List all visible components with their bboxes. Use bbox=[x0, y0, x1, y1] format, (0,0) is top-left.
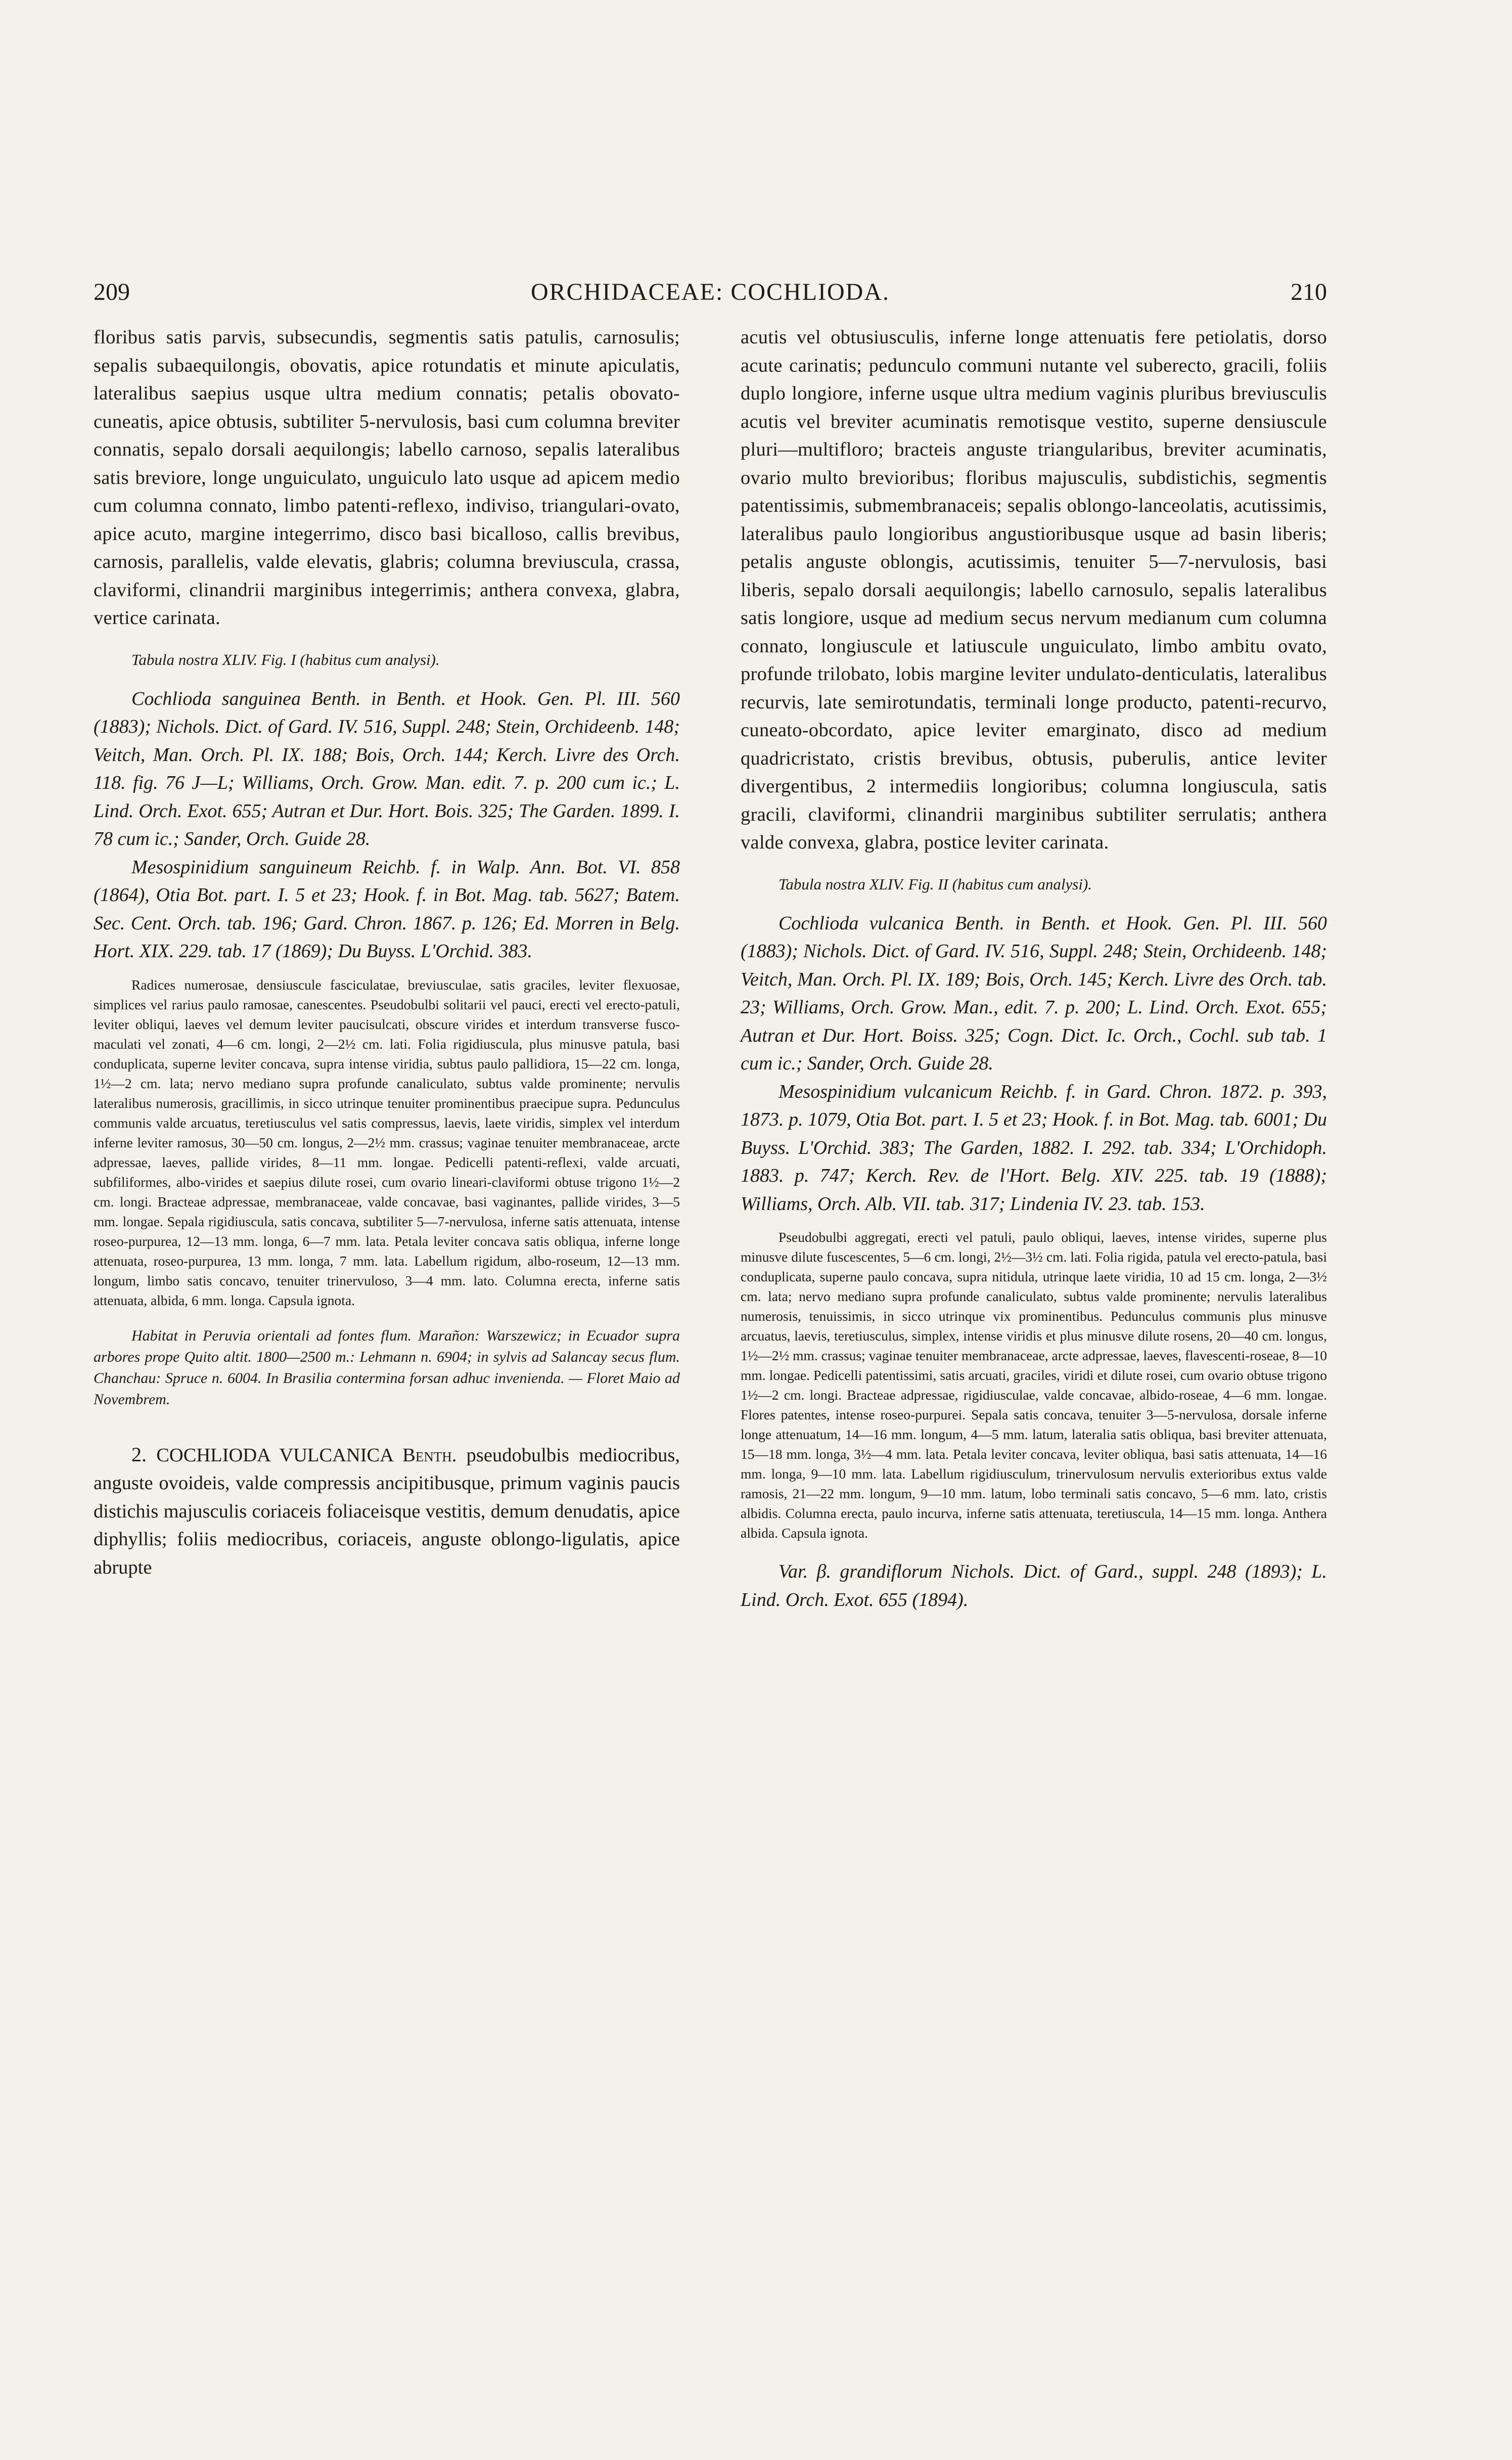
variety-paragraph: Var. β. grandiflorum Nichols. Dict. of Gard., suppl. 248 (1893); L. Lind. Orch. Exot. 655 (1894). bbox=[741, 1561, 1327, 1611]
page-number-left: 209 bbox=[94, 279, 130, 305]
species-heading bbox=[94, 1441, 680, 1582]
species-description-start: pseudobulbis mediocribus, anguste ovoideis, valde compressis ancipitibusque, primum vaginis paucis distichis majusculis coriaceis foliaceisque vestitis, demum denudatis, apice diphyllis; foliis mediocribus, coriaceis, anguste oblongo-ligulatis, apice abrupte bbox=[94, 1444, 680, 1578]
species-number: 2. bbox=[131, 1443, 147, 1466]
left-column bbox=[94, 324, 680, 1582]
habitat-paragraph: Habitat in Peruvia orientali ad fontes flum. Marañon: Warszewicz; in Ecuador supra arbores prope Quito altit. 1800—2500 m.: Lehmann n. 6904; in sylvis ad Salancay secus flum. Chanchau: Spruce n. 6004. In Brasilia contermina forsan adhuc invenienda. — Floret Maio ad Novembrem. bbox=[94, 1327, 680, 1408]
synonymy-references: Cochlioda vulcanica Benth. in Benth. et Hook. Gen. Pl. III. 560 (1883); Nichols. Dict. of Gard. IV. 516, Suppl. 248; Stein, Orchideenb. 148; Veitch, Man. Orch. Pl. IX. 189; Bois, Orch. 145; Kerch. Livre des Orch. tab. 23; Williams, Orch. Grow. Man., edit. 7. p. 200; L. Lind. Orch. Exot. 655; Autran et Dur. Hort. Boiss. 325; Cogn. Dict. Ic. Orch., Cochl. sub tab. 1 cum ic.; Sander, Orch. Guide 28. bbox=[741, 912, 1327, 1074]
description-continued: acutis vel obtusiusculis, inferne longe attenuatis fere petiolatis, dorso acute carinatis; pedunculo communi nutante vel suberecto, gracili, foliis duplo longiore, inferne usque ultra medium vaginis pluribus breviusculis acutis vel breviter acuminatis remotisque vestito, superne densiuscule pluri—multifloro; bracteis anguste triangularibus, breviter acuminatis, ovario multo brevioribus; floribus majusculis, subdistichis, segmentis patentissimis, submembranaceis; sepalis oblongo-lanceolatis, acutissimis, lateralibus paulo longioribus angustioribusque usque ad basin liberis; petalis anguste oblongis, acutissimis, tenuiter 5—7-nervulosis, basi liberis, sepalo dorsali aequilongis; labello carnosulo, sepalis lateralibus satis longiore, usque ad medium secus nervum medianum cum columna connato, longiuscule et latiuscule unguiculato, limbo ambitu ovato, profunde trilobato, lobis margine leviter undulato-denticulatis, lateralibus recurvis, late semirotundatis, terminali longe producto, patenti-recurvo, cuneato-obcordato, apice leviter emarginato, disco ad medium quadricristato, cristis brevibus, obtusis, puberulis, antice leviter divergentibus, 2 intermediis longioribus; columna longiuscula, satis gracili, claviformi, clinandrii marginibus subtiliter serrulatis; anthera valde convexa, glabra, postice leviter carinata. bbox=[741, 327, 1327, 853]
detailed-description: Pseudobulbi aggregati, erecti vel patuli, paulo obliqui, laeves, intense virides, superne plus minusve dilute fuscescentes, 5—6 cm. longi, 2½—3½ cm. lati. Folia rigida, patula vel erecto-patula, basi conduplicata, superne paulo concava, supra nitidula, utrinque laete viridia, 10 ad 15 cm. longa, 2—3½ cm. lata; nervo mediano supra profunde canaliculato, subtus valde prominente; nervulis lateralibus numerosis, tenuissimis, in sicco utrinque vix prominentibus. Pedunculus communis plus minusve arcuatus, laevis, teretiusculus, simplex, intense viridis et plus minusve dilute rosens, 20—40 cm. longus, 1½—2½ mm. crassus; vaginae tenuiter membranaceae, arcte adpressae, laeves, flavescenti-roseae, 8—10 mm. longae. Pedicelli patentissimi, satis arcuati, graciles, viridi et dilute rosei, cum ovario obtuse trigono 1½—2 cm. longi. Bracteae adpressae, rigidiusculae, valde concavae, albido-roseae, 4—6 mm. longae. Flores patentes, intense roseo-purpurei. Sepala satis concava, tenuiter 3—5-nervulosa, dorsale inferne longe attenuatum, 14—16 mm. longum, 4—5 mm. latum, lateralia satis obliqua, basi breviter attenuata, 15—18 mm. longa, 3½—4 mm. lata. Petala leviter concava, leviter obliqua, basi satis attenuata, 14—16 mm. longa, 9—10 mm. lata. Labellum rigidiusculum, trinervulosum nervulis exterioribus extus valde ramosis, 21—22 mm. longum, 9—10 mm. latum, lobo terminali satis concavo, 5—6 mm. lato, cristis albidis. Columna erecta, paulo incurva, inferne satis attenuata, teretiuscula, 14—15 mm. longa. Anthera albida. Capsula ignota. bbox=[741, 1229, 1327, 1541]
synonymy-references-2: Mesospinidium vulcanicum Reichb. f. in Gard. Chron. 1872. p. 393, 1873. p. 1079, Otia Bot. part. I. 5 et 23; Hook. f. in Bot. Mag. tab. 6001; Du Buyss. L'Orchid. 383; The Garden, 1882. I. 292. tab. 334; L'Orchidoph. 1883. p. 747; Kerch. Rev. de l'Hort. Belg. XIV. 225. tab. 19 (1888); Williams, Orch. Alb. VII. tab. 317; Lindenia IV. 23. tab. 153. bbox=[741, 1081, 1327, 1215]
description-paragraph: floribus satis parvis, subsecundis, segmentis satis patulis, carnosulis; sepalis subaequilongis, obovatis, apice rotundatis et minute apiculatis, lateralibus saepius usque ultra medium connatis; petalis obovato-cuneatis, apice obtusis, subtiliter 5-nervulosis, basi cum columna breviter connatis, sepalo dorsali aequilongis; labello carnoso, sepalis lateralibus satis breviore, longe unguiculato, unguiculo lato usque ad apicem medio cum columna connato, limbo patenti-reflexo, indiviso, triangulari-ovato, apice acuto, margine integerrimo, disco basi bicalloso, callis brevibus, carnosis, parallelis, valde elevatis, glabris; columna breviuscula, crassa, claviformi, clinandrii marginibus integerrimis; anthera convexa, glabra, vertice carinata. bbox=[94, 327, 680, 629]
page-header bbox=[94, 277, 1327, 307]
synonymy-references: Cochlioda sanguinea Benth. in Benth. et Hook. Gen. Pl. III. 560 (1883); Nichols. Dict. of Gard. IV. 516, Suppl. 248; Stein, Orchideenb. 148; Veitch, Man. Orch. Pl. IX. 188; Bois, Orch. 144; Kerch. Livre des Orch. 118. fig. 76 J—L; Williams, Orch. Grow. Man. edit. 7. p. 200 cum ic.; L. Lind. Orch. Exot. 655; Autran et Dur. Hort. Bois. 325; The Garden. 1899. I. 78 cum ic.; Sander, Orch. Guide 28. bbox=[94, 688, 680, 849]
running-title: ORCHIDACEAE: COCHLIODA. bbox=[531, 279, 890, 305]
plate-caption: Tabula nostra XLIV. Fig. I (habitus cum analysi). bbox=[131, 650, 440, 668]
detailed-description: Radices numerosae, densiuscule fasciculatae, breviusculae, satis graciles, leviter flexuosae, simplices vel rarius paulo ramosae, canescentes. Pseudobulbi solitarii vel pauci, erecti vel erecto-patuli, leviter obliqui, laeves vel demum leviter paucisulcati, obscure virides et interdum transverse fusco-maculati vel zonati, 4—6 cm. longi, 2—2½ cm. lati. Folia rigidiuscula, plus minusve patula, basi conduplicata, superne leviter concava, supra intense viridia, subtus paulo pallidiora, 15—22 cm. longa, 1½—2 cm. lata; nervo mediano supra profunde canaliculato, subtus valde prominente; nervulis lateralibus numerosis, gracillimis, in sicco utrinque tenuiter prominentibus praecipue supra. Pedunculus communis valde arcuatus, teretiusculus vel satis compressus, laevis, laete viridis, simplex vel interdum inferne leviter ramosus, 30—50 cm. longus, 2—2½ mm. crassus; vaginae tenuiter membranaceae, arcte adpressae, laeves, pallide virides, 8—11 mm. longae. Pedicelli patenti-reflexi, valde arcuati, subfiliformes, albo-virides et saepius dilute rosei, cum ovario lineari-claviformi obtuse trigono 1½—2 cm. longi. Bracteae adpressae, membranaceae, valde concavae, basi vaginantes, pallide virides, 3—5 mm. longae. Sepala rigidiuscula, satis concava, subtiliter 5—7-nervulosa, inferne satis attenuata, intense roseo-purpurea, 12—13 mm. longa, 6—7 mm. lata. Petala leviter concava satis obliqua, inferne longe attenuata, roseo-purpurea, 13 mm. longa, 7 mm. lata. Labellum rigidum, albo-roseum, 12—13 mm. longum, limbo satis concavo, tenuiter trinervuloso, 3—4 mm. lato. Columna erecta, inferne satis attenuata, albida, 6 mm. longa. Capsula ignota. bbox=[94, 976, 680, 1308]
page-number-right: 210 bbox=[1291, 279, 1327, 305]
species-name: COCHLIODA VULCANICA bbox=[156, 1444, 393, 1466]
right-column bbox=[741, 324, 1327, 1614]
species-author: Benth. bbox=[402, 1444, 457, 1466]
synonymy-references-2: Mesospinidium sanguineum Reichb. f. in Walp. Ann. Bot. VI. 858 (1864), Otia Bot. part. I. 5 et 23; Hook. f. in Bot. Mag. tab. 5627; Batem. Sec. Cent. Orch. tab. 196; Gard. Chron. 1867. p. 126; Ed. Morren in Belg. Hort. XIX. 229. tab. 17 (1869); Du Buyss. L'Orchid. 383. bbox=[94, 856, 680, 962]
plate-caption: Tabula nostra XLIV. Fig. II (habitus cum analysi). bbox=[778, 875, 1092, 893]
